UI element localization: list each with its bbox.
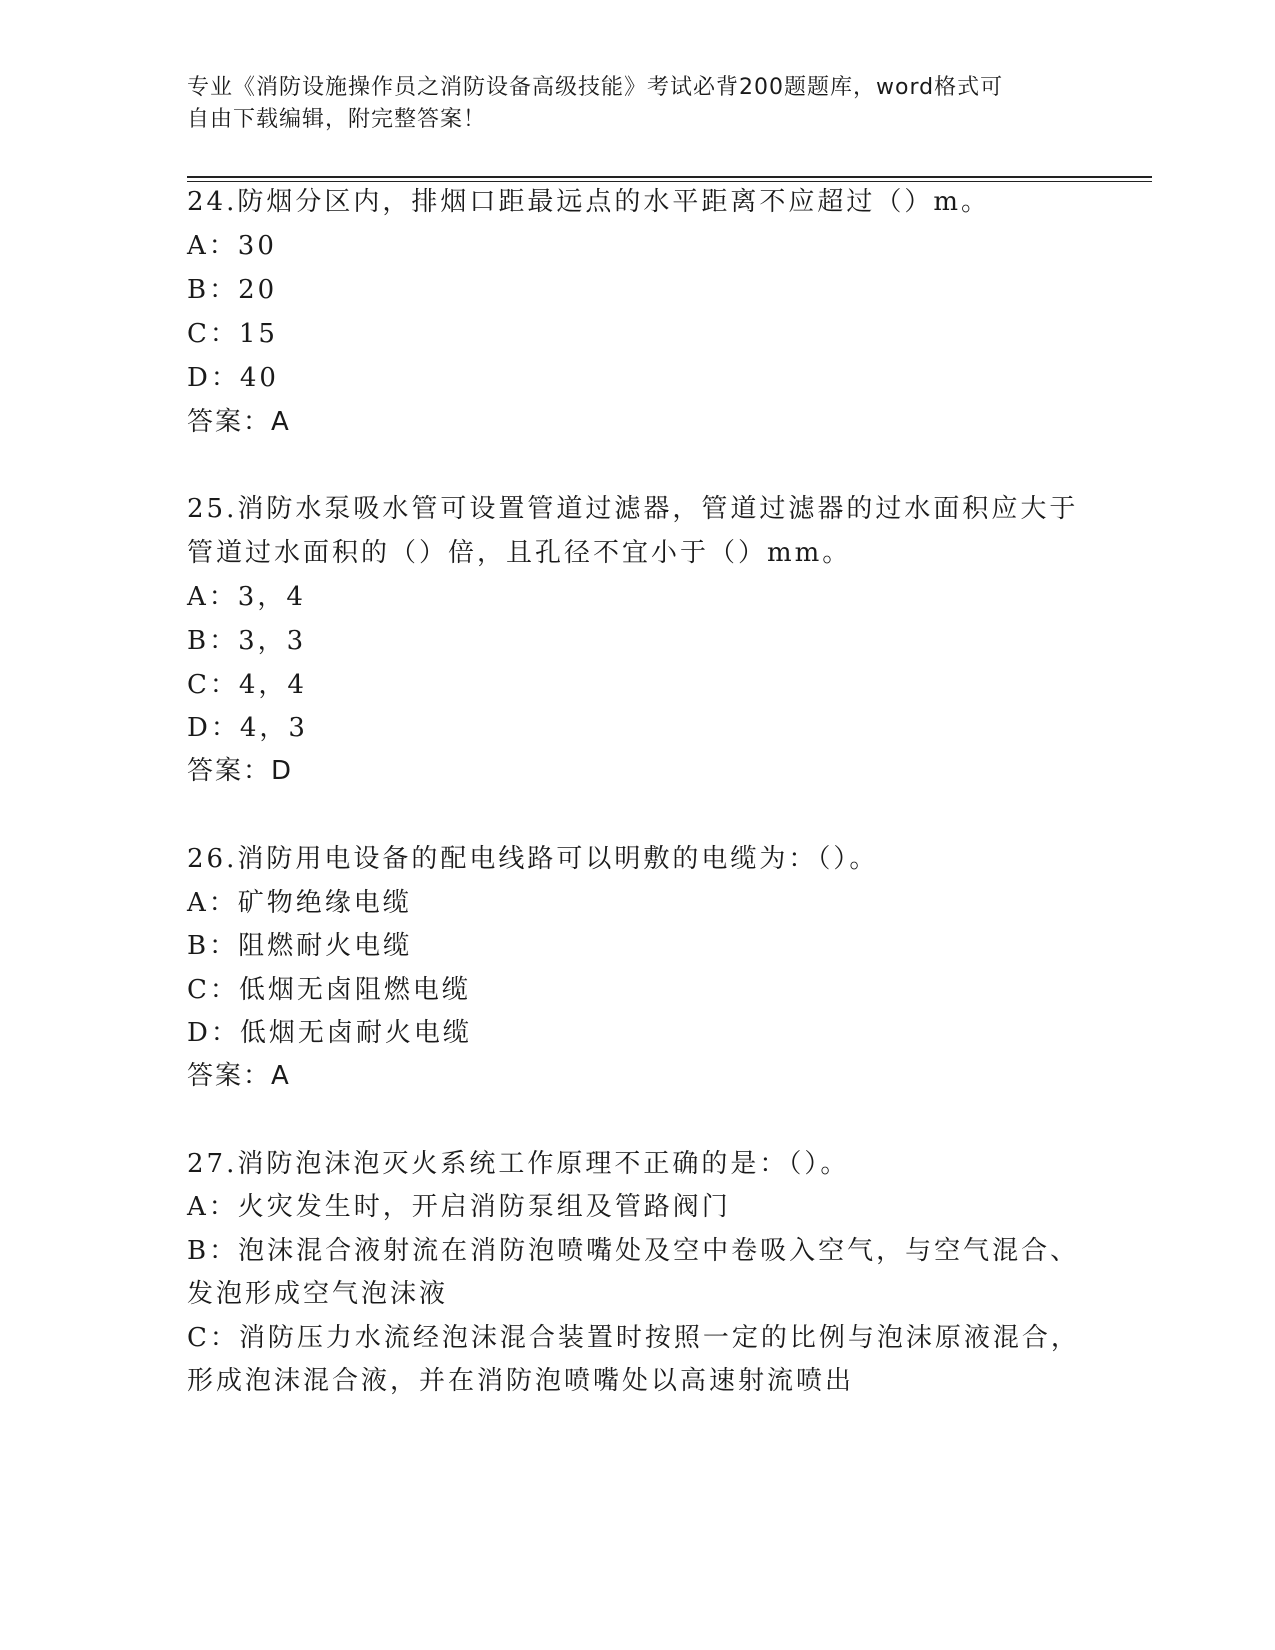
option-d: D：40 <box>187 363 279 393</box>
option-c-continued: 形成泡沫混合液，并在消防泡喷嘴处以高速射流喷出 <box>187 1366 855 1396</box>
option-d: D：低烟无卤耐火电缆 <box>187 1018 472 1048</box>
option-c: C：4，4 <box>187 670 307 700</box>
option-a: A：3，4 <box>187 582 306 612</box>
option-b: B：泡沫混合液射流在消防泡喷嘴处及空中卷吸入空气，与空气混合、 <box>187 1236 1080 1266</box>
question-stem: 26.消防用电设备的配电线路可以明敷的电缆为：（）。 <box>187 844 879 874</box>
question-stem: 24.防烟分区内，排烟口距最远点的水平距离不应超过（）m。 <box>187 187 991 217</box>
question-stem: 25.消防水泵吸水管可设置管道过滤器，管道过滤器的过水面积应大于 <box>187 494 1079 524</box>
question-stem-continued: 管道过水面积的（）倍，且孔径不宜小于（）mm。 <box>187 538 852 568</box>
option-c: C：低烟无卤阻燃电缆 <box>187 975 471 1005</box>
answer: 答案：A <box>187 407 291 437</box>
answer: 答案：A <box>187 1061 291 1091</box>
answer: 答案：D <box>187 756 294 786</box>
option-b: B：3，3 <box>187 626 307 656</box>
document-header <box>187 72 1067 136</box>
header-divider <box>187 176 1152 178</box>
header-divider-thin <box>187 181 1152 182</box>
question-stem: 27.消防泡沫泡灭火系统工作原理不正确的是：（）。 <box>187 1149 850 1179</box>
option-a: A：火灾发生时，开启消防泵组及管路阀门 <box>187 1192 731 1222</box>
option-c: C：消防压力水流经泡沫混合装置时按照一定的比例与泡沫原液混合， <box>187 1323 1080 1353</box>
option-b: B：阻燃耐火电缆 <box>187 931 413 961</box>
option-b-continued: 发泡形成空气泡沫液 <box>187 1279 449 1309</box>
option-b: B：20 <box>187 275 278 305</box>
option-a: A：矿物绝缘电缆 <box>187 888 412 918</box>
header-line-1: 专业《消防设施操作员之消防设备高级技能》考试必背200题题库，word格式可 <box>187 75 1004 100</box>
option-a: A：30 <box>187 231 277 261</box>
option-c: C：15 <box>187 319 278 349</box>
header-line-2: 自由下载编辑，附完整答案！ <box>187 107 487 132</box>
option-d: D：4，3 <box>187 713 308 743</box>
